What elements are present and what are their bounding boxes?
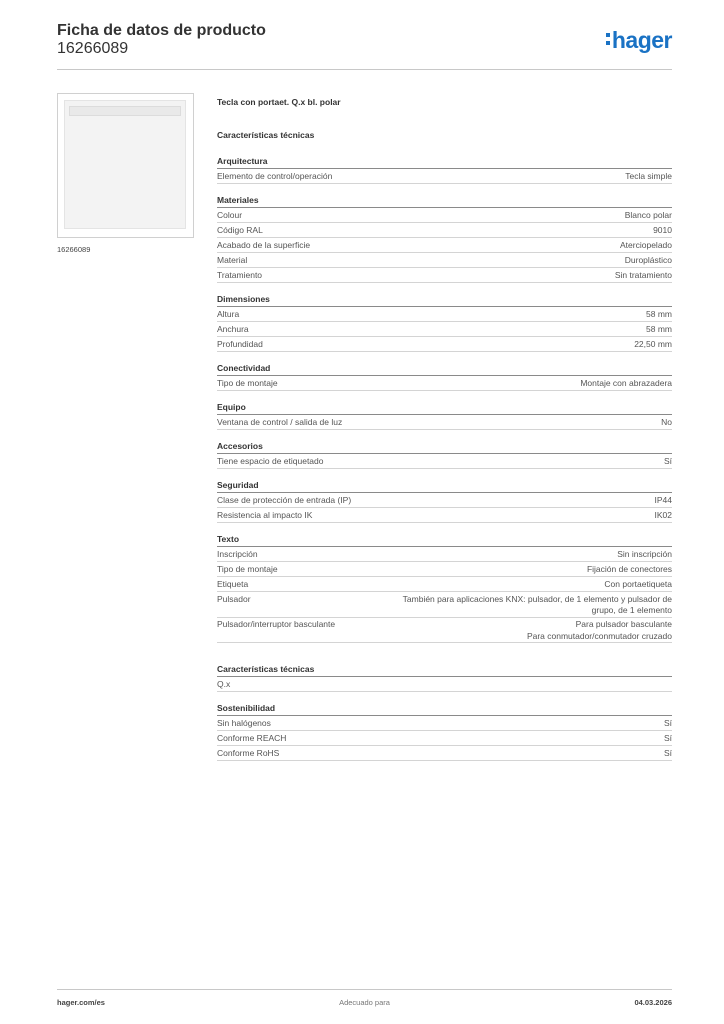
spec-label: Resistencia al impacto IK	[217, 509, 313, 520]
section-heading: Arquitectura	[217, 155, 672, 169]
spec-section	[217, 293, 672, 352]
spec-label: Conforme RoHS	[217, 747, 280, 758]
spec-sections	[217, 155, 672, 643]
product-image-frame	[57, 93, 194, 238]
spec-row	[217, 746, 672, 761]
page-footer	[57, 989, 672, 1010]
spec-value: Para pulsador basculante Para conmutador/conmutador cruzado	[526, 619, 672, 641]
spec-value: Fijación de conectores	[586, 563, 672, 574]
spec-row	[217, 208, 672, 223]
spec-row	[217, 238, 672, 253]
spec-value: Blanco polar	[624, 209, 672, 220]
spec-section	[217, 440, 672, 469]
logo-colon-icon	[606, 33, 610, 45]
spec-row	[217, 716, 672, 731]
spec-label: Sin halógenos	[217, 717, 271, 728]
section-heading: Dimensiones	[217, 293, 672, 307]
section-heading: Características técnicas	[217, 663, 672, 677]
logo-text: hager	[611, 27, 672, 53]
spec-value: 9010	[653, 224, 672, 235]
spec-label: Tipo de montaje	[217, 563, 278, 574]
footer-date: 04.03.2026	[634, 998, 672, 1007]
spec-row	[217, 169, 672, 184]
spec-content	[217, 97, 672, 761]
footer-center-text: Adecuado para	[339, 998, 390, 1007]
spec-row	[217, 493, 672, 508]
spec-label: Anchura	[217, 323, 249, 334]
label-holder-strip	[69, 106, 181, 116]
spec-row	[217, 577, 672, 592]
section-heading: Sostenibilidad	[217, 702, 672, 716]
document-title: Ficha de datos de producto	[57, 22, 266, 39]
spec-label: Código RAL	[217, 224, 263, 235]
product-image	[64, 100, 186, 229]
spec-label: Pulsador	[217, 593, 251, 604]
spec-sections-lower	[217, 663, 672, 761]
spec-value: No	[661, 416, 672, 427]
spec-label: Profundidad	[217, 338, 263, 349]
spec-label: Tratamiento	[217, 269, 263, 280]
spec-row	[217, 307, 672, 322]
spec-label: Tipo de montaje	[217, 377, 278, 388]
section-heading: Equipo	[217, 401, 672, 415]
spec-label: Clase de protección de entrada (IP)	[217, 494, 352, 505]
spec-row	[217, 547, 672, 562]
spec-value: Aterciopelado	[620, 239, 672, 250]
spec-value: 22,50 mm	[634, 338, 672, 349]
spec-row	[217, 731, 672, 746]
product-number: 16266089	[57, 40, 129, 57]
spec-row	[217, 337, 672, 352]
spec-section	[217, 401, 672, 430]
spec-value: Sí	[663, 717, 672, 728]
spec-row	[217, 677, 672, 692]
spec-row	[217, 592, 672, 618]
main-heading: Características técnicas	[217, 130, 315, 140]
spec-section	[217, 702, 672, 761]
spec-label: Ventana de control / salida de luz	[217, 416, 343, 427]
spec-value: 58 mm	[646, 308, 672, 319]
section-heading: Accesorios	[217, 440, 672, 454]
spec-label: Inscripción	[217, 548, 258, 559]
spec-value: Sin inscripción	[617, 548, 672, 559]
spec-value: Montaje con abrazadera	[580, 377, 672, 388]
spec-label: Etiqueta	[217, 578, 249, 589]
spec-value: IK02	[654, 509, 672, 520]
spec-row	[217, 376, 672, 391]
spec-value: 58 mm	[646, 323, 672, 334]
hager-logo	[606, 27, 672, 54]
spec-value: Sí	[663, 732, 672, 743]
spec-value: Tecla simple	[625, 170, 672, 181]
spec-row	[217, 454, 672, 469]
spec-label: Tiene espacio de etiquetado	[217, 455, 324, 466]
spec-value: Con portaetiqueta	[604, 578, 672, 589]
spec-row	[217, 223, 672, 238]
spec-value: IP44	[654, 494, 672, 505]
spec-label: Elemento de control/operación	[217, 170, 333, 181]
spec-row	[217, 322, 672, 337]
section-heading: Seguridad	[217, 479, 672, 493]
spec-row	[217, 253, 672, 268]
spec-section	[217, 533, 672, 643]
spec-row	[217, 268, 672, 283]
spec-label: Q.x	[217, 678, 231, 689]
spec-value: Sin tratamiento	[614, 269, 672, 280]
spec-label: Acabado de la superficie	[217, 239, 311, 250]
spec-label: Conforme REACH	[217, 732, 287, 743]
product-name: Tecla con portaet. Q.x bl. polar	[217, 97, 341, 107]
spec-row	[217, 508, 672, 523]
section-heading: Texto	[217, 533, 672, 547]
spec-section	[217, 362, 672, 391]
spec-row	[217, 618, 672, 644]
spec-value: Duroplástico	[624, 254, 672, 265]
spec-label: Altura	[217, 308, 240, 319]
spec-value: También para aplicaciones KNX: pulsador, de 1 elemento y pulsador de grupo, de 1 elemento	[402, 593, 672, 615]
spec-value: Sí	[663, 455, 672, 466]
section-heading: Conectividad	[217, 362, 672, 376]
image-caption: 16266089	[57, 245, 91, 254]
spec-section	[217, 155, 672, 184]
spec-section	[217, 194, 672, 283]
spec-label: Material	[217, 254, 248, 265]
spec-row	[217, 415, 672, 430]
spec-section	[217, 479, 672, 523]
spec-value: Sí	[663, 747, 672, 758]
spec-row	[217, 562, 672, 577]
spec-label: Colour	[217, 209, 243, 220]
page-header	[57, 20, 672, 70]
section-heading: Materiales	[217, 194, 672, 208]
spec-section	[217, 663, 672, 692]
footer-website-link[interactable]: hager.com/es	[57, 998, 105, 1007]
spec-label: Pulsador/interruptor basculante	[217, 619, 336, 629]
